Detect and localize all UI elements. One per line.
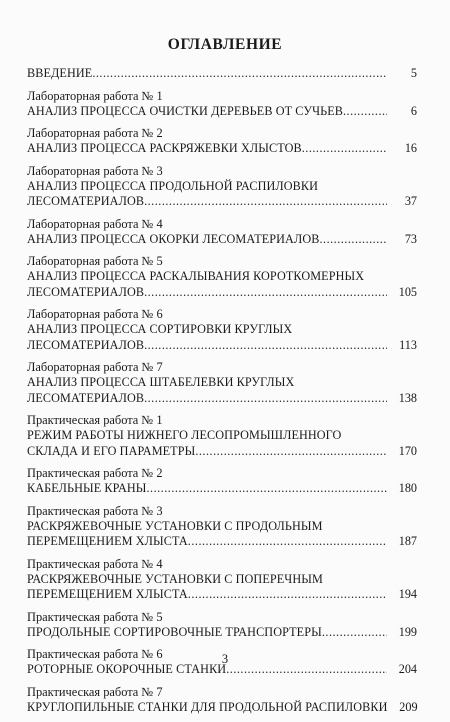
toc-entry-title: СКЛАДА И ЕГО ПАРАМЕТРЫ (27, 443, 196, 458)
toc-page-number: 170 (398, 443, 417, 458)
toc-entry-title: ПЕРЕМЕЩЕНИЕМ ХЛЫСТА (27, 534, 188, 548)
toc-entry-kind: Лабораторная работа № 6 (27, 307, 163, 321)
dot-leader (144, 285, 387, 301)
toc-entry (27, 66, 417, 82)
toc-page-number: 138 (398, 390, 417, 405)
dot-leader (144, 194, 387, 210)
toc-page-number: 180 (398, 481, 417, 495)
toc-entry-title: КАБЕЛЬНЫЕ КРАНЫ (27, 481, 147, 495)
toc-page-number: 209 (399, 699, 418, 714)
toc-entry-kind: Практическая работа № 4 (27, 556, 163, 571)
toc-page-number: 37 (404, 194, 417, 208)
dot-leader (343, 104, 387, 120)
toc-entry-title: АНАЛИЗ ПРОЦЕССА РАСКРЯЖЕВКИ ХЛЫСТОВ (27, 141, 302, 155)
toc-entry (27, 254, 417, 300)
toc-entry (27, 504, 417, 550)
page-title: ОГЛАВЛЕНИЕ (167, 36, 283, 53)
toc-entry (27, 307, 417, 353)
toc-entry-title: РОТОРНЫЕ ОКОРОЧНЫЕ СТАНКИ (27, 662, 227, 676)
toc-entry-kind: Лабораторная работа № 3 (27, 163, 163, 178)
toc-entry-kind: Лабораторная работа № 5 (27, 254, 163, 268)
toc-entry-title-line: АНАЛИЗ ПРОЦЕССА ПРОДОЛЬНОЙ РАСПИЛОВКИ (27, 178, 319, 193)
toc-entry-title: ЛЕСОМАТЕРИАЛОВ (27, 390, 145, 405)
toc-entry (27, 360, 417, 406)
toc-entry-title: АНАЛИЗ ПРОЦЕССА ОЧИСТКИ ДЕРЕВЬЕВ ОТ СУЧЬЕВ (27, 103, 343, 118)
toc-page-number: 73 (404, 231, 417, 246)
dot-leader (146, 481, 387, 497)
dot-leader (195, 444, 387, 460)
toc-entry-title: ЛЕСОМАТЕРИАЛОВ (27, 284, 145, 299)
toc-entry-kind: Лабораторная работа № 1 (27, 88, 163, 103)
toc-entry-kind: Практическая работа № 7 (27, 684, 163, 699)
toc-entry-title: ВВЕДЕНИЕ (27, 66, 93, 80)
toc-entry-kind: Практическая работа № 3 (27, 503, 163, 518)
toc-entry (27, 413, 417, 459)
toc-page-number: 6 (410, 103, 417, 118)
toc-entry (27, 217, 417, 248)
dot-leader (144, 391, 387, 407)
toc-entry-title: ЛЕСОМАТЕРИАЛОВ (27, 337, 145, 352)
toc-entry (27, 126, 417, 157)
toc-entry-title: ПРОДОЛЬНЫЕ СОРТИРОВОЧНЫЕ ТРАНСПОРТЕРЫ (27, 624, 322, 639)
dot-leader (92, 66, 387, 82)
toc-page-number: 105 (398, 284, 417, 299)
toc-page-number: 199 (398, 624, 417, 639)
dot-leader (302, 141, 387, 157)
toc-page-number: 187 (398, 534, 417, 548)
toc-entry (27, 557, 417, 603)
dot-leader (319, 232, 387, 248)
toc-entry-kind: Практическая работа № 5 (27, 609, 163, 624)
toc-entry-title: КРУГЛОПИЛЬНЫЕ СТАНКИ ДЛЯ ПРОДОЛЬНОЙ РАСПИЛОВКИ (27, 699, 388, 714)
toc-entry-title-line: РАСКРЯЖЕВОЧНЫЕ УСТАНОВКИ С ПРОДОЛЬНЫМ (27, 518, 323, 533)
toc-entry-title: ПЕРЕМЕЩЕНИЕМ ХЛЫСТА (27, 587, 188, 601)
toc-page-number: 113 (399, 337, 417, 352)
toc-page-number: 194 (398, 587, 417, 601)
toc-entry-kind: Лабораторная работа № 4 (27, 216, 163, 231)
toc-entry-kind: Лабораторная работа № 2 (27, 126, 163, 140)
toc-entry-title-line: АНАЛИЗ ПРОЦЕССА ШТАБЕЛЕВКИ КРУГЛЫХ (27, 375, 295, 389)
toc-entry-kind: Практическая работа № 2 (27, 466, 163, 480)
toc-entry-kind: Лабораторная работа № 7 (27, 360, 163, 374)
dot-leader (322, 625, 387, 641)
toc-entry-kind: Практическая работа № 6 (27, 647, 163, 661)
toc-entry (27, 89, 417, 120)
toc-entry-title-line: РЕЖИМ РАБОТЫ НИЖНЕГО ЛЕСОПРОМЫШЛЕННОГО (27, 428, 342, 442)
toc-entry-title: ЛЕСОМАТЕРИАЛОВ (27, 194, 145, 208)
toc-entry-kind: Практическая работа № 1 (27, 413, 163, 427)
toc-page-number: 5 (410, 66, 417, 80)
toc-page-number: 204 (398, 662, 417, 676)
toc-page-number: 16 (404, 141, 417, 155)
dot-leader (188, 534, 387, 550)
dot-leader (144, 338, 387, 354)
dot-leader (188, 587, 387, 603)
table-of-contents (27, 66, 417, 722)
toc-entry (27, 466, 417, 497)
toc-entry (27, 610, 417, 641)
toc-entry-title-line: АНАЛИЗ ПРОЦЕССА СОРТИРОВКИ КРУГЛЫХ (27, 322, 293, 336)
toc-entry (27, 164, 417, 210)
toc-entry-title: АНАЛИЗ ПРОЦЕССА ОКОРКИ ЛЕСОМАТЕРИАЛОВ (27, 231, 320, 246)
toc-entry-title-line: РАСКРЯЖЕВОЧНЫЕ УСТАНОВКИ С ПОПЕРЕЧНЫМ (27, 571, 323, 586)
toc-entry-title-line: АНАЛИЗ ПРОЦЕССА РАСКАЛЫВАНИЯ КОРОТКОМЕРНЫХ (27, 269, 365, 283)
toc-entry (27, 685, 417, 716)
page-number: 3 (221, 652, 229, 666)
